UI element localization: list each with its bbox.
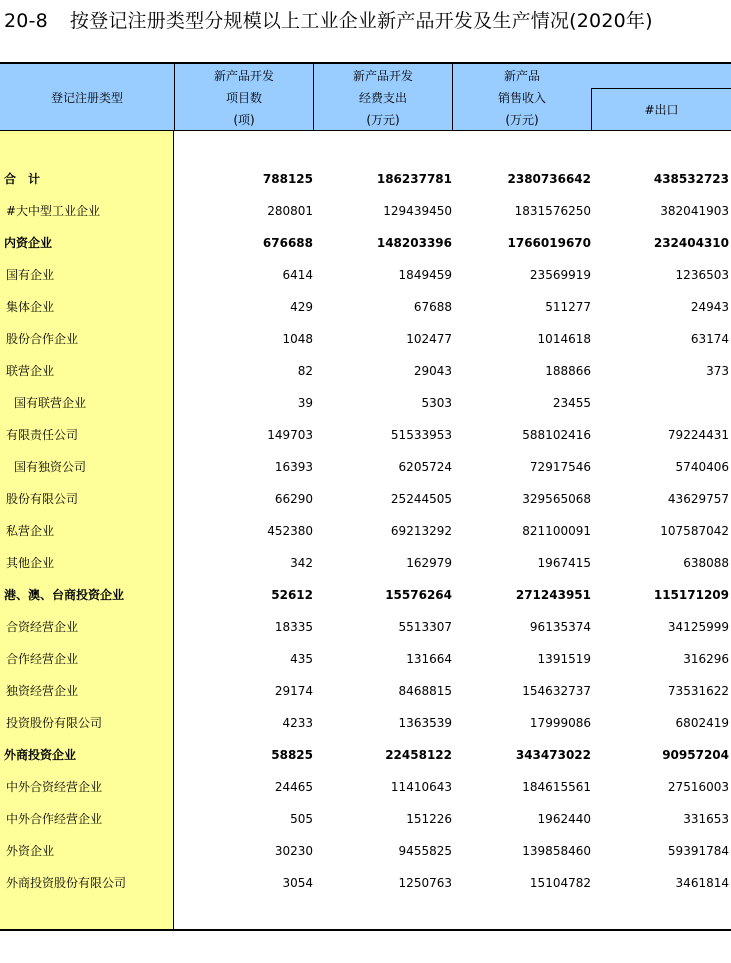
- header-divider: [174, 64, 175, 131]
- row-label: 独资经营企业: [6, 684, 79, 698]
- cell-value: 39: [297, 396, 313, 410]
- cell-value: 11410643: [390, 780, 452, 794]
- cell-value: 9455825: [398, 844, 452, 858]
- table-row: [0, 387, 731, 419]
- cell-value: 1236503: [675, 268, 729, 282]
- table-row: [0, 547, 731, 579]
- row-label: 集体企业: [6, 300, 55, 314]
- cell-value: 29043: [413, 364, 452, 378]
- row-label: #大中型工业企业: [6, 204, 101, 218]
- row-label: 其他企业: [6, 556, 55, 570]
- cell-value: 23569919: [529, 268, 591, 282]
- cell-value: 131664: [406, 652, 452, 666]
- header-divider: [452, 64, 453, 131]
- cell-value: 821100091: [522, 524, 591, 538]
- table-row: [0, 771, 731, 803]
- cell-value: 1048: [282, 332, 313, 346]
- cell-value: 107587042: [660, 524, 729, 538]
- cell-value: 16393: [274, 460, 313, 474]
- cell-value: 373: [706, 364, 729, 378]
- table-row: [0, 419, 731, 451]
- table-row: [0, 739, 731, 771]
- table-number: 20-8: [4, 10, 48, 32]
- table-row: [0, 483, 731, 515]
- cell-value: 343473022: [515, 748, 591, 762]
- cell-value: 29174: [274, 684, 313, 698]
- cell-value: 24943: [690, 300, 729, 314]
- cell-value: 184615561: [522, 780, 591, 794]
- cell-value: 96135374: [529, 620, 591, 634]
- row-label: 外资企业: [6, 844, 55, 858]
- table-row: [0, 163, 731, 195]
- cell-value: 79224431: [667, 428, 729, 442]
- cell-value: 25244505: [390, 492, 452, 506]
- cell-value: 329565068: [522, 492, 591, 506]
- header-expenditure: 新产品开发 经费支出 (万元): [352, 68, 413, 127]
- row-label: 中外合作经营企业: [6, 812, 103, 826]
- header-project-count: 新产品开发 项目数 (项): [213, 68, 274, 127]
- row-label: 国有联营企业: [14, 396, 87, 410]
- table-row: [0, 355, 731, 387]
- row-label: 股份合作企业: [6, 332, 79, 346]
- cell-value: 102477: [406, 332, 452, 346]
- table-row: [0, 227, 731, 259]
- table-row: [0, 323, 731, 355]
- cell-value: 331653: [683, 812, 729, 826]
- row-label: 有限责任公司: [6, 428, 79, 442]
- cell-value: 34125999: [667, 620, 729, 634]
- cell-value: 435: [290, 652, 313, 666]
- cell-value: 73531622: [667, 684, 729, 698]
- cell-value: 6414: [282, 268, 313, 282]
- row-label: 内资企业: [4, 236, 53, 250]
- cell-value: 511277: [545, 300, 591, 314]
- row-label: 私营企业: [6, 524, 55, 538]
- cell-value: 15576264: [385, 588, 452, 602]
- cell-value: 676688: [262, 236, 313, 250]
- cell-value: 23455: [552, 396, 591, 410]
- row-label: 港、澳、台商投资企业: [4, 588, 125, 602]
- table-row: [0, 611, 731, 643]
- cell-value: 69213292: [390, 524, 452, 538]
- table-row: [0, 835, 731, 867]
- cell-value: 1849459: [398, 268, 452, 282]
- row-label: 联营企业: [6, 364, 55, 378]
- cell-value: 5740406: [675, 460, 729, 474]
- table-row: [0, 291, 731, 323]
- cell-value: 66290: [274, 492, 313, 506]
- cell-value: 24465: [274, 780, 313, 794]
- cell-value: 115171209: [653, 588, 729, 602]
- cell-value: 148203396: [376, 236, 452, 250]
- cell-value: 67688: [413, 300, 452, 314]
- cell-value: 1014618: [537, 332, 591, 346]
- cell-value: 151226: [406, 812, 452, 826]
- cell-value: 1363539: [398, 716, 452, 730]
- cell-value: 1766019670: [507, 236, 591, 250]
- cell-value: 186237781: [376, 172, 452, 186]
- page-title: [4, 6, 653, 33]
- row-label: 股份有限公司: [6, 492, 79, 506]
- cell-value: 22458122: [385, 748, 452, 762]
- cell-value: 6802419: [675, 716, 729, 730]
- cell-value: 6205724: [398, 460, 452, 474]
- cell-value: 188866: [545, 364, 591, 378]
- cell-value: 18335: [274, 620, 313, 634]
- cell-value: 280801: [267, 204, 313, 218]
- cell-value: 342: [290, 556, 313, 570]
- cell-value: 90957204: [662, 748, 729, 762]
- table-title: 按登记注册类型分规模以上工业企业新产品开发及生产情况(2020年): [69, 10, 653, 32]
- cell-value: 162979: [406, 556, 452, 570]
- cell-value: 154632737: [522, 684, 591, 698]
- cell-value: 82: [297, 364, 313, 378]
- cell-value: 2380736642: [507, 172, 591, 186]
- table-row: [0, 707, 731, 739]
- row-label: 投资股份有限公司: [6, 716, 103, 730]
- row-label: 国有独资公司: [14, 460, 87, 474]
- cell-value: 58825: [271, 748, 313, 762]
- cell-value: 316296: [683, 652, 729, 666]
- cell-value: 1967415: [537, 556, 591, 570]
- cell-value: 382041903: [660, 204, 729, 218]
- cell-value: 59391784: [667, 844, 729, 858]
- row-label: 国有企业: [6, 268, 55, 282]
- header-divider: [313, 64, 314, 131]
- table-row: [0, 675, 731, 707]
- table-bottom-rule: [0, 929, 731, 931]
- cell-value: 139858460: [522, 844, 591, 858]
- cell-value: 4233: [282, 716, 313, 730]
- table-row: [0, 867, 731, 899]
- cell-value: 129439450: [383, 204, 452, 218]
- cell-value: 52612: [271, 588, 313, 602]
- cell-value: 27516003: [667, 780, 729, 794]
- table-header: [0, 62, 731, 131]
- cell-value: 1250763: [398, 876, 452, 890]
- header-divider: [591, 88, 592, 131]
- table-row: [0, 259, 731, 291]
- cell-value: 1962440: [537, 812, 591, 826]
- table-row: [0, 515, 731, 547]
- cell-value: 3054: [282, 876, 313, 890]
- table-row: [0, 195, 731, 227]
- row-label: 外商投资企业: [4, 748, 77, 762]
- cell-value: 51533953: [390, 428, 452, 442]
- row-label: 合资经营企业: [6, 620, 79, 634]
- cell-value: 505: [290, 812, 313, 826]
- cell-value: 43629757: [667, 492, 729, 506]
- cell-value: 1391519: [537, 652, 591, 666]
- row-label: 中外合资经营企业: [6, 780, 103, 794]
- cell-value: 232404310: [653, 236, 729, 250]
- cell-value: 5303: [421, 396, 452, 410]
- cell-value: 72917546: [529, 460, 591, 474]
- row-label: 合 计: [4, 172, 41, 186]
- cell-value: 452380: [267, 524, 313, 538]
- table-row: [0, 579, 731, 611]
- cell-value: 429: [290, 300, 313, 314]
- cell-value: 8468815: [398, 684, 452, 698]
- cell-value: 1831576250: [514, 204, 591, 218]
- cell-value: 5513307: [398, 620, 452, 634]
- cell-value: 17999086: [529, 716, 591, 730]
- cell-value: 438532723: [653, 172, 729, 186]
- row-label: 合作经营企业: [6, 652, 79, 666]
- cell-value: 638088: [683, 556, 729, 570]
- header-export: #出口: [644, 102, 679, 117]
- cell-value: 149703: [267, 428, 313, 442]
- cell-value: 30230: [274, 844, 313, 858]
- table-row: [0, 643, 731, 675]
- cell-value: 15104782: [529, 876, 591, 890]
- table-row: [0, 451, 731, 483]
- cell-value: 3461814: [675, 876, 729, 890]
- header-divider: [591, 88, 731, 89]
- header-sales-revenue: 新产品 销售收入 (万元): [497, 68, 546, 127]
- table-row: [0, 803, 731, 835]
- header-registration-type: 登记注册类型: [50, 90, 123, 105]
- row-label: 外商投资股份有限公司: [6, 876, 127, 890]
- cell-value: 788125: [262, 172, 313, 186]
- cell-value: 63174: [690, 332, 729, 346]
- cell-value: 588102416: [522, 428, 591, 442]
- cell-value: 271243951: [515, 588, 591, 602]
